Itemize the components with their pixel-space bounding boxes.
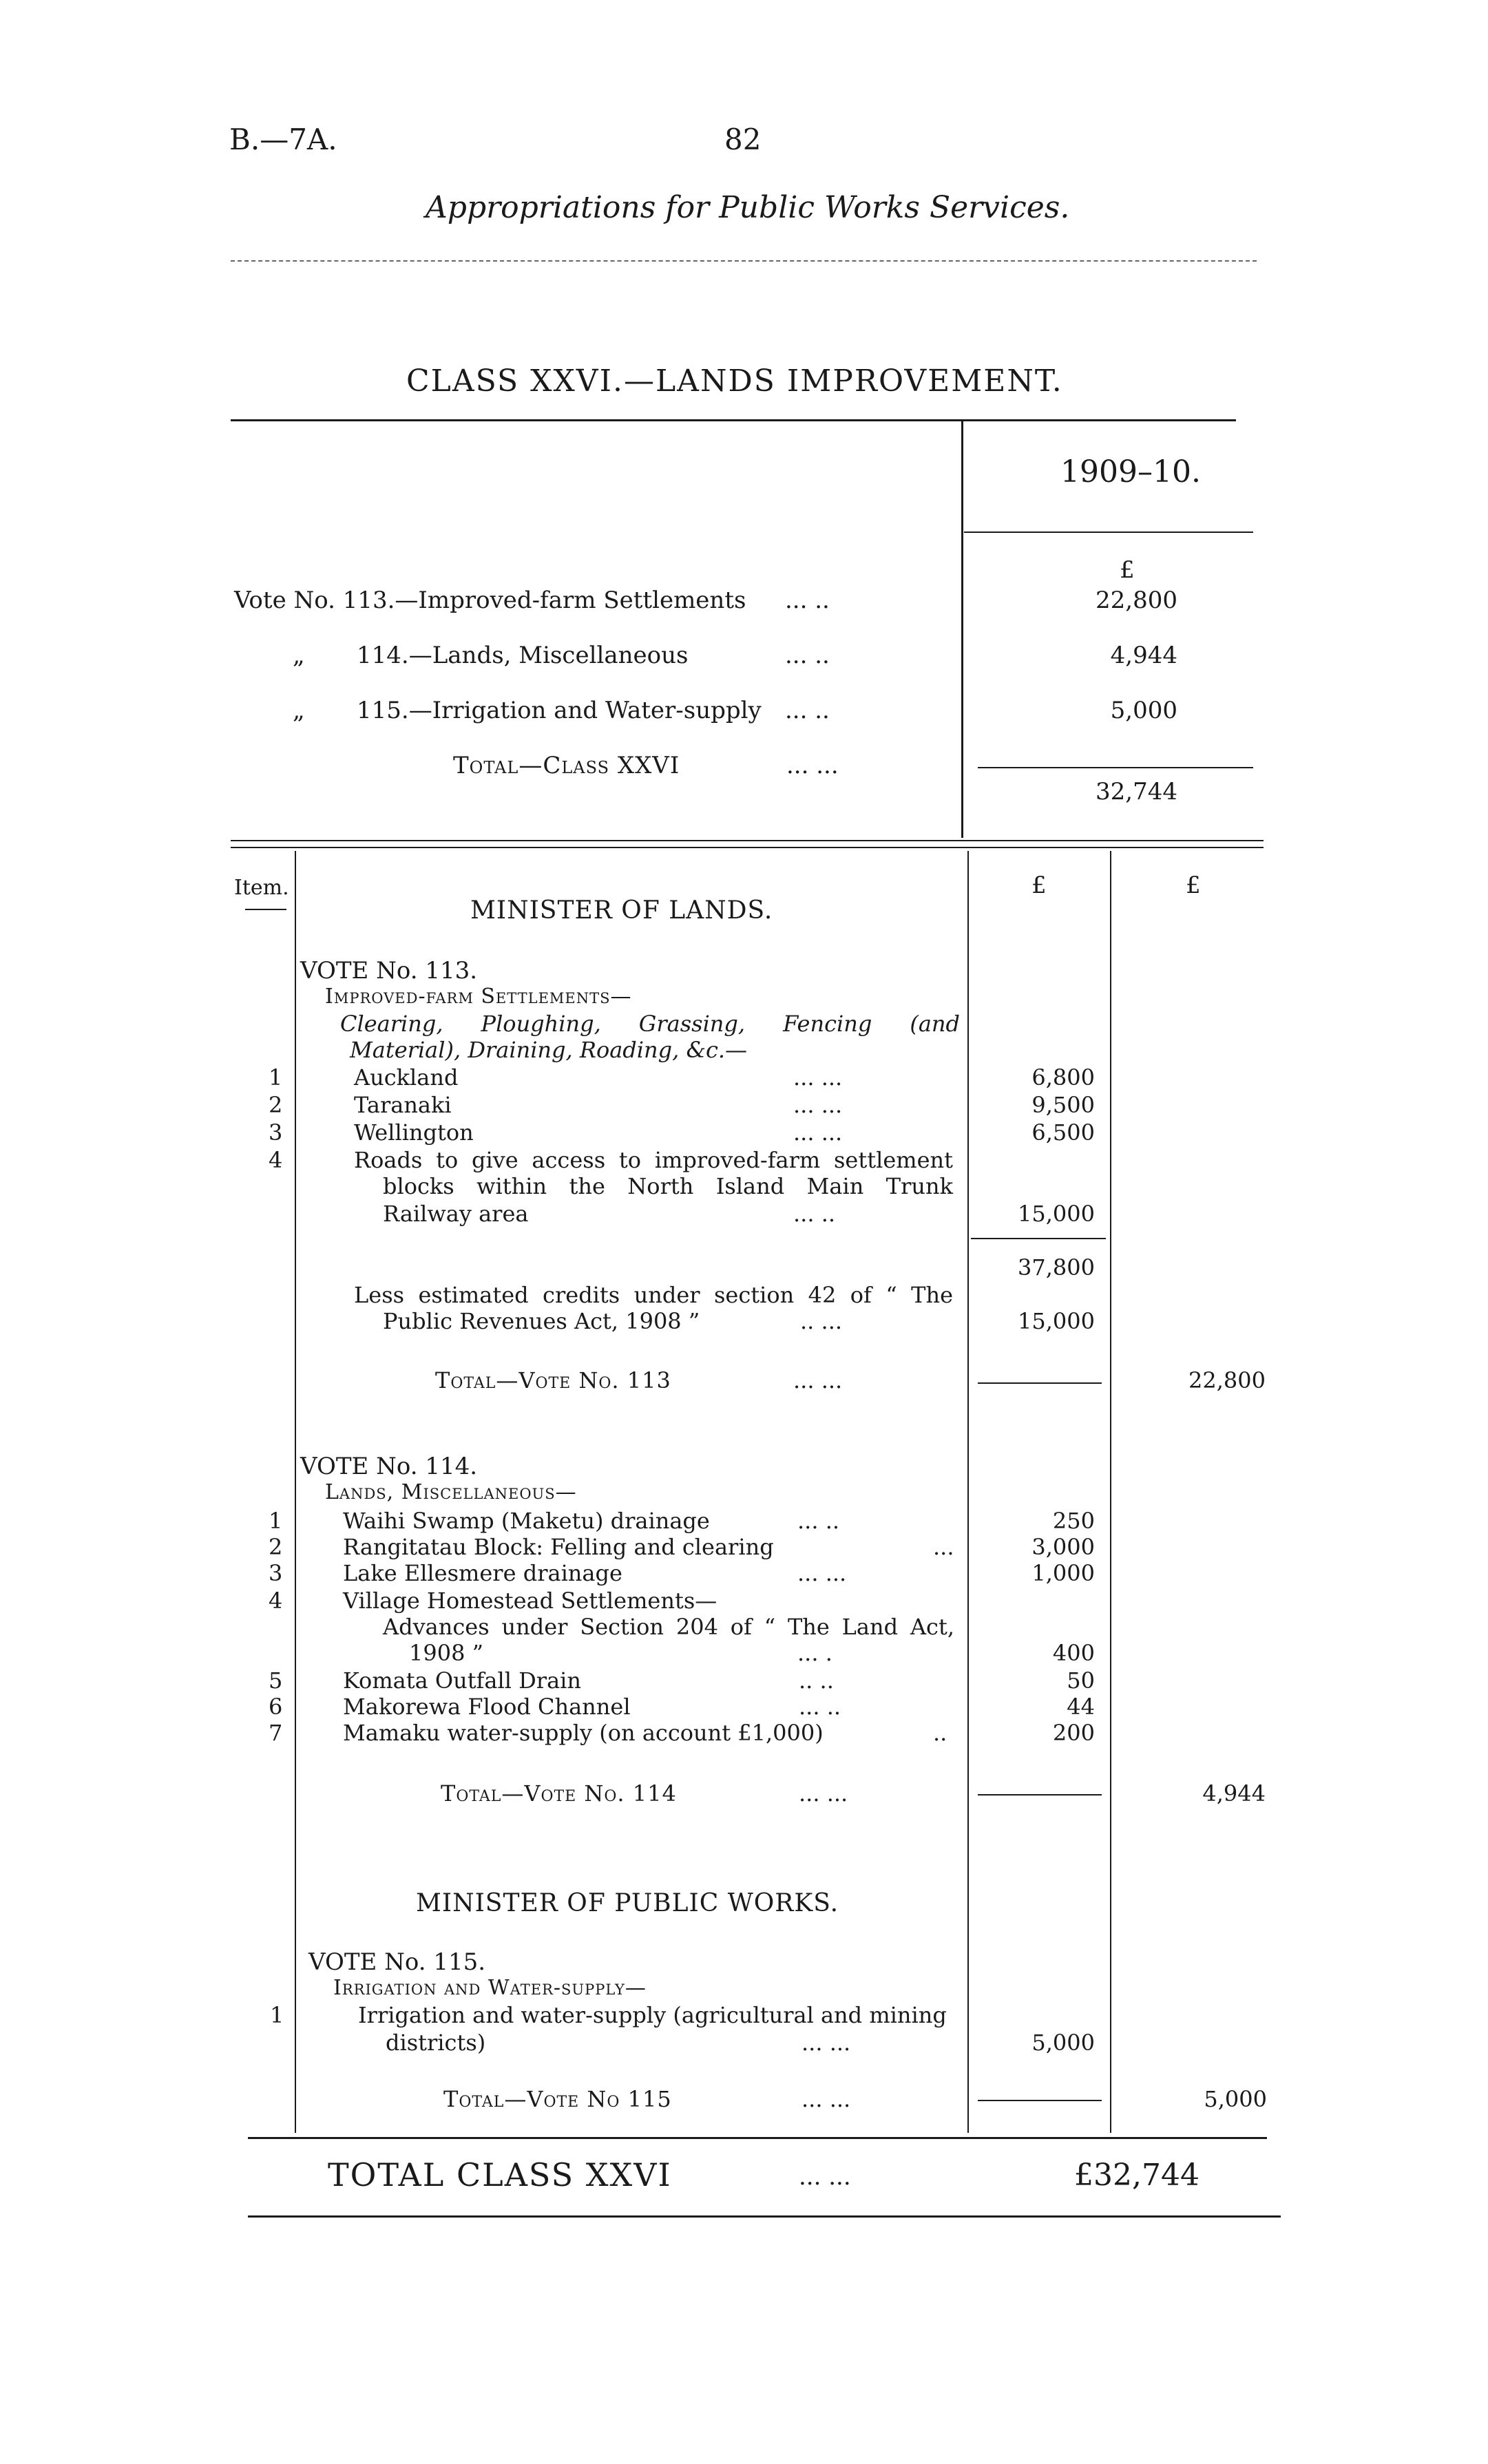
item-leader: .. (933, 1720, 947, 1746)
item-number: 7 (269, 1720, 283, 1746)
grand-total-leader: ... ... (799, 2163, 851, 2191)
item-number: 2 (269, 1092, 283, 1118)
item-label-line-2: districts) (386, 2030, 486, 2056)
summary-row-leader: ... .. (785, 587, 830, 614)
summary-row-leader: ... .. (785, 697, 830, 724)
minister-of-lands-heading: MINISTER OF LANDS. (470, 896, 773, 925)
grand-total-amount: £32,744 (1074, 2158, 1199, 2193)
vote-115-title: VOTE No. 115. (308, 1948, 486, 1976)
vote-115-subtitle: Irrigation and Water-supply— (333, 1976, 647, 2000)
class-title-rule (231, 419, 1236, 421)
item-number: 1 (269, 1064, 283, 1091)
header-rule (231, 260, 1257, 262)
item-label-line-2: Advances under Section 204 of “ The Land Act, (383, 1614, 954, 1640)
item-amount: 9,500 (1031, 1092, 1095, 1118)
vote-115-total-leader: ... ... (801, 2086, 851, 2112)
item-number: 3 (269, 1560, 283, 1586)
item-leader: ... ... (793, 1119, 843, 1146)
item-label: Mamaku water-supply (on account £1,000) (343, 1720, 824, 1746)
item-label-line-1: Roads to give access to improved-farm settlement (354, 1147, 953, 1173)
item-number: 1 (270, 2002, 284, 2028)
item-leader: ... .. (799, 1694, 841, 1720)
summary-bottom-rule-2 (231, 847, 1264, 848)
summary-row-label: 114.—Lands, Miscellaneous (357, 642, 689, 669)
vote-114-total-label: Total—Vote No. 114 (441, 1780, 677, 1807)
running-title: Appropriations for Public Works Services. (426, 190, 1070, 225)
item-amount: 1,000 (1031, 1560, 1095, 1586)
grand-total-label: TOTAL CLASS XXVI (328, 2156, 672, 2193)
summary-year-heading: 1909–10. (1060, 454, 1201, 489)
summary-row-prefix: „ (293, 642, 305, 669)
item-amount: 400 (1052, 1640, 1095, 1666)
item-leader: ... . (797, 1640, 832, 1666)
less-credits-leader: .. ... (800, 1308, 843, 1334)
vote-113-description-line-2: Material), Draining, Roading, &c.— (350, 1037, 748, 1063)
item-label: Taranaki (354, 1092, 452, 1118)
item-label-line-3: 1908 ” (409, 1640, 483, 1666)
item-amount: 44 (1067, 1694, 1095, 1720)
item-label: Wellington (354, 1119, 474, 1146)
item-column-divider (295, 851, 296, 2133)
summary-row-amount: 22,800 (1096, 587, 1177, 614)
summary-total-leader: ... ... (786, 752, 839, 779)
item-amount: 6,800 (1031, 1064, 1095, 1091)
item-column-heading: Item. (234, 876, 289, 900)
summary-bottom-rule (231, 840, 1264, 841)
vote-114-title: VOTE No. 114. (300, 1453, 478, 1480)
item-amount: 6,500 (1031, 1119, 1095, 1146)
item-number: 5 (269, 1667, 283, 1694)
summary-currency: £ (1120, 556, 1135, 584)
item-leader: ... .. (793, 1201, 836, 1227)
item-number: 4 (269, 1588, 283, 1614)
item-label: Komata Outfall Drain (343, 1667, 581, 1694)
vote-113-total-amount: 22,800 (1188, 1367, 1266, 1393)
vote-114-total-rule (978, 1794, 1102, 1796)
item-leader: ... ... (797, 1560, 847, 1586)
summary-row-amount: 5,000 (1110, 697, 1177, 724)
vote-115-total-label: Total—Vote No 115 (443, 2086, 672, 2112)
summary-row-prefix: „ (293, 697, 305, 724)
item-amount: 50 (1067, 1667, 1095, 1694)
item-number: 4 (269, 1147, 283, 1173)
item-amount: 3,000 (1031, 1534, 1095, 1560)
item-number: 6 (269, 1694, 283, 1720)
summary-row-label: 115.—Irrigation and Water-supply (357, 697, 762, 724)
amount-currency: £ (1031, 872, 1047, 899)
item-number: 1 (269, 1508, 283, 1534)
grand-total-top-rule (248, 2137, 1267, 2139)
summary-column-divider (961, 421, 963, 838)
vote-113-description-line-1: Clearing, Ploughing, Grassing, Fencing (and (340, 1011, 960, 1037)
item-number: 3 (269, 1119, 283, 1146)
summary-total-amount: 32,744 (1096, 778, 1177, 805)
vote-114-total-amount: 4,944 (1202, 1780, 1266, 1807)
item-label: Makorewa Flood Channel (343, 1694, 631, 1720)
vote-115-total-rule (978, 2100, 1102, 2101)
page-number: 82 (724, 123, 762, 156)
total-column-divider (1110, 851, 1111, 2133)
item-amount: 5,000 (1031, 2030, 1095, 2056)
item-label: Auckland (354, 1064, 459, 1091)
item-number: 2 (269, 1534, 283, 1560)
grand-total-bottom-rule (248, 2215, 1281, 2218)
vote-114-total-leader: ... ... (799, 1780, 848, 1807)
item-amount: 250 (1052, 1508, 1095, 1534)
item-leader: .. .. (799, 1667, 834, 1694)
item-label: Lake Ellesmere drainage (343, 1560, 622, 1586)
vote-113-subtotal: 37,800 (1018, 1254, 1095, 1281)
summary-row-label: Vote No. 113.—Improved-farm Settlements (234, 587, 746, 614)
item-leader: ... ... (793, 1092, 843, 1118)
summary-total-label: Total—Class XXVI (453, 752, 680, 779)
vote-113-total-label: Total—Vote No. 113 (435, 1367, 671, 1393)
item-label-line-1: Village Homestead Settlements— (343, 1588, 717, 1614)
summary-row-leader: ... .. (785, 642, 830, 669)
vote-113-subtotal-rule (971, 1238, 1106, 1239)
class-title: CLASS XXVI.—LANDS IMPROVEMENT. (406, 364, 1063, 399)
less-credits-line-1: Less estimated credits under section 42 of “ The (354, 1282, 953, 1308)
document-reference: B.—7A. (229, 123, 337, 156)
summary-year-rule (964, 531, 1253, 533)
vote-113-total-leader: ... ... (793, 1367, 843, 1393)
item-label: Rangitatau Block: Felling and clearing (343, 1534, 774, 1560)
item-amount: 200 (1052, 1720, 1095, 1746)
vote-113-title: VOTE No. 113. (300, 957, 478, 984)
vote-113-subtitle: Improved-farm Settlements— (325, 984, 632, 1009)
item-label-line-3: Railway area (383, 1201, 529, 1227)
amount-column-divider (967, 851, 969, 2133)
less-credits-line-2: Public Revenues Act, 1908 ” (383, 1308, 700, 1334)
summary-row-amount: 4,944 (1110, 642, 1177, 669)
item-leader: ... .. (797, 1508, 840, 1534)
item-label: Waihi Swamp (Maketu) drainage (343, 1508, 710, 1534)
item-label-line-2: blocks within the North Island Main Trunk (383, 1173, 953, 1199)
item-label-line-1: Irrigation and water-supply (agricultural and mining (358, 2002, 947, 2028)
summary-total-rule (978, 767, 1253, 768)
item-leader: ... ... (793, 1064, 843, 1091)
less-credits-amount: 15,000 (1018, 1308, 1095, 1334)
total-currency: £ (1186, 872, 1201, 899)
item-leader: ... (933, 1534, 954, 1560)
vote-113-total-rule (978, 1382, 1102, 1384)
vote-114-subtitle: Lands, Miscellaneous— (325, 1480, 577, 1504)
item-heading-rule (245, 909, 286, 910)
item-leader: ... ... (801, 2030, 851, 2056)
minister-of-public-works-heading: MINISTER OF PUBLIC WORKS. (416, 1889, 839, 1917)
vote-115-total-amount: 5,000 (1204, 2086, 1267, 2112)
item-amount: 15,000 (1018, 1201, 1095, 1227)
